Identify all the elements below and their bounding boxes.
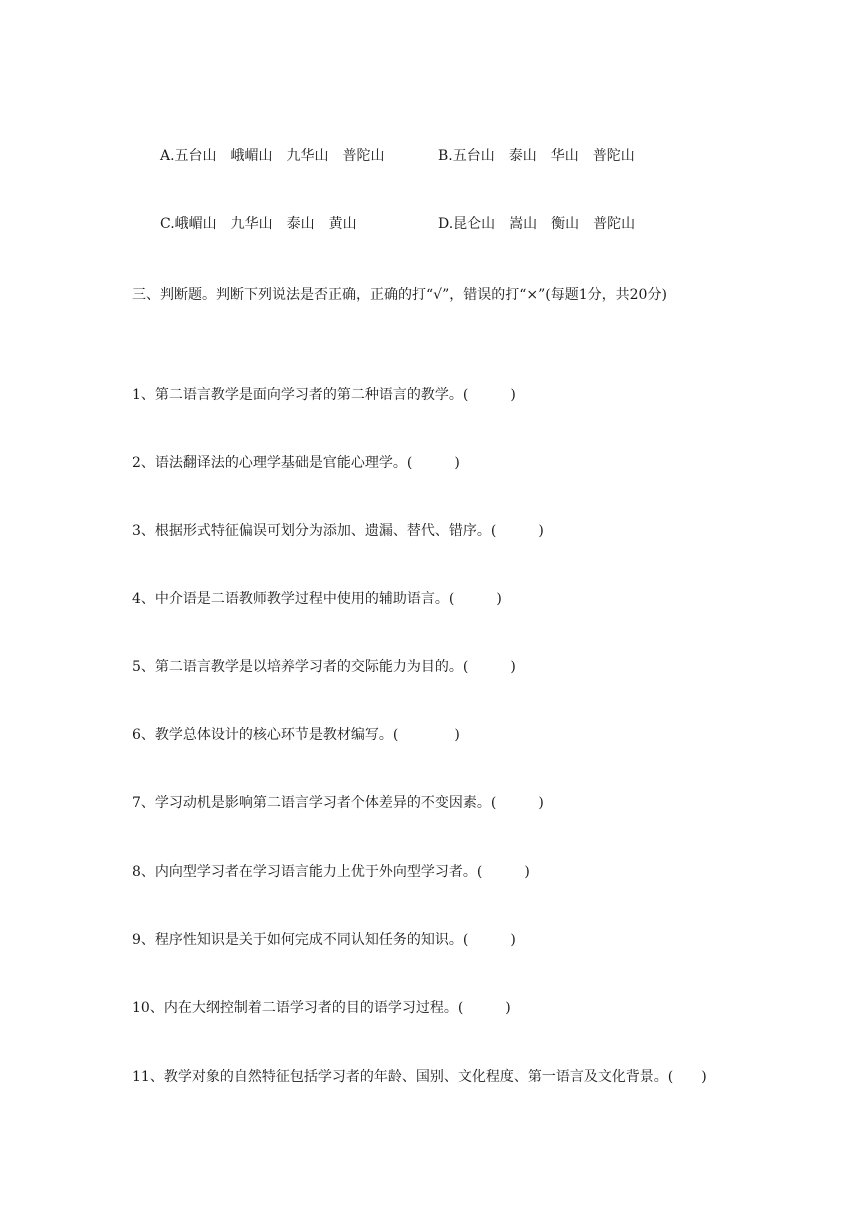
option-d: D.昆仑山 嵩山 衡山 普陀山	[438, 216, 636, 232]
options-row-2	[160, 213, 800, 235]
question-5: 5、第二语言教学是以培养学习者的交际能力为目的。( )	[132, 659, 516, 675]
option-c: C.峨嵋山 九华山 泰山 黄山	[160, 216, 357, 232]
question-3: 3、根据形式特征偏误可划分为添加、遗漏、替代、错序。( )	[132, 523, 544, 539]
question-4: 4、中介语是二语教师教学过程中使用的辅助语言。( )	[132, 591, 502, 607]
question-9: 9、程序性知识是关于如何完成不同认知任务的知识。( )	[132, 932, 516, 948]
option-a: A.五台山 峨嵋山 九华山 普陀山	[160, 148, 385, 164]
option-b: B.五台山 泰山 华山 普陀山	[438, 148, 635, 164]
question-6: 6、教学总体设计的核心环节是教材编写。( )	[132, 727, 460, 743]
section-title-true-false: 三、判断题。判断下列说法是否正确，正确的打“√”，错误的打“×”(每题1分，共20分)	[132, 287, 667, 303]
question-8: 8、内向型学习者在学习语言能力上优于外向型学习者。( )	[132, 864, 530, 880]
question-10: 10、内在大纲控制着二语学习者的目的语学习过程。( )	[132, 1000, 511, 1016]
options-row-1	[160, 145, 800, 167]
question-1: 1、第二语言教学是面向学习者的第二种语言的教学。( )	[132, 387, 516, 403]
question-11: 11、教学对象的自然特征包括学习者的年龄、国别、文化程度、第一语言及文化背景。( )	[132, 1069, 707, 1085]
question-2: 2、语法翻译法的心理学基础是官能心理学。( )	[132, 455, 460, 471]
question-7: 7、学习动机是影响第二语言学习者个体差异的不变因素。( )	[132, 795, 544, 811]
